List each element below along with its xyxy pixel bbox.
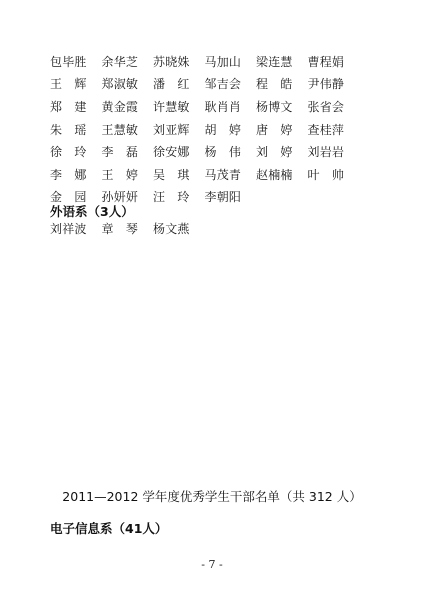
student-name: 刘祥波 (50, 221, 87, 236)
name-row (50, 50, 380, 73)
student-name: 王 婷 (101, 167, 139, 182)
student-name: 孙妍妍 (101, 190, 139, 205)
department-heading-foreign-languages: 外语系（3人） (50, 204, 134, 219)
student-name: 胡 婷 (204, 122, 242, 137)
student-name: 王 辉 (50, 77, 87, 92)
student-name: 郑 建 (50, 99, 87, 114)
student-name: 朱 瑶 (50, 122, 87, 137)
student-name: 刘岩岩 (307, 145, 345, 160)
student-name: 苏晓姝 (153, 54, 190, 69)
name-row (50, 73, 380, 96)
student-name: 张省会 (307, 99, 345, 114)
student-name: 许慧敏 (153, 99, 190, 114)
student-name: 曹程娟 (307, 54, 345, 69)
student-name: 杨文燕 (153, 221, 190, 236)
name-row (50, 95, 380, 118)
student-name: 耿肖肖 (204, 99, 242, 114)
department-heading-electronics: 电子信息系（41人） (50, 521, 168, 536)
name-row (50, 140, 380, 163)
student-name: 包毕胜 (50, 54, 87, 69)
student-name: 章 琴 (101, 221, 139, 236)
student-name: 查桂萍 (307, 122, 345, 137)
student-name: 李 磊 (101, 145, 139, 160)
student-name: 唐 婷 (256, 122, 293, 137)
student-name: 潘 红 (153, 77, 190, 92)
student-name: 刘 婷 (256, 145, 293, 160)
student-name: 梁连慧 (256, 54, 293, 69)
section-title: 2011—2012 学年度优秀学生干部名单（共 312 人） (62, 489, 362, 504)
student-name: 李 娜 (50, 167, 87, 182)
student-name: 叶 帅 (307, 167, 345, 182)
name-row (50, 163, 380, 186)
name-row (50, 217, 205, 240)
student-name: 尹伟静 (307, 77, 345, 92)
student-name: 杨博文 (256, 99, 293, 114)
student-name: 马加山 (204, 54, 242, 69)
student-name: 汪 玲 (153, 190, 190, 205)
student-name: 刘亚辉 (153, 122, 190, 137)
student-name: 赵楠楠 (256, 167, 293, 182)
student-name: 徐安娜 (153, 145, 190, 160)
student-name: 余华芝 (101, 54, 139, 69)
student-name: 郑淑敏 (101, 77, 139, 92)
page-number: - 7 - (201, 558, 223, 571)
student-name: 杨 伟 (204, 145, 242, 160)
student-name: 吴 琪 (153, 167, 190, 182)
student-name: 黄金霞 (101, 99, 139, 114)
student-name: 王慧敏 (101, 122, 139, 137)
student-name: 李朝阳 (204, 190, 242, 205)
student-name-list (50, 50, 380, 208)
student-name: 金 园 (50, 190, 87, 205)
student-name: 马茂青 (204, 167, 242, 182)
student-name: 徐 玲 (50, 145, 87, 160)
student-name: 程 皓 (256, 77, 293, 92)
foreign-dept-name-list (50, 217, 205, 240)
student-name: 邹吉会 (204, 77, 242, 92)
name-row (50, 118, 380, 141)
